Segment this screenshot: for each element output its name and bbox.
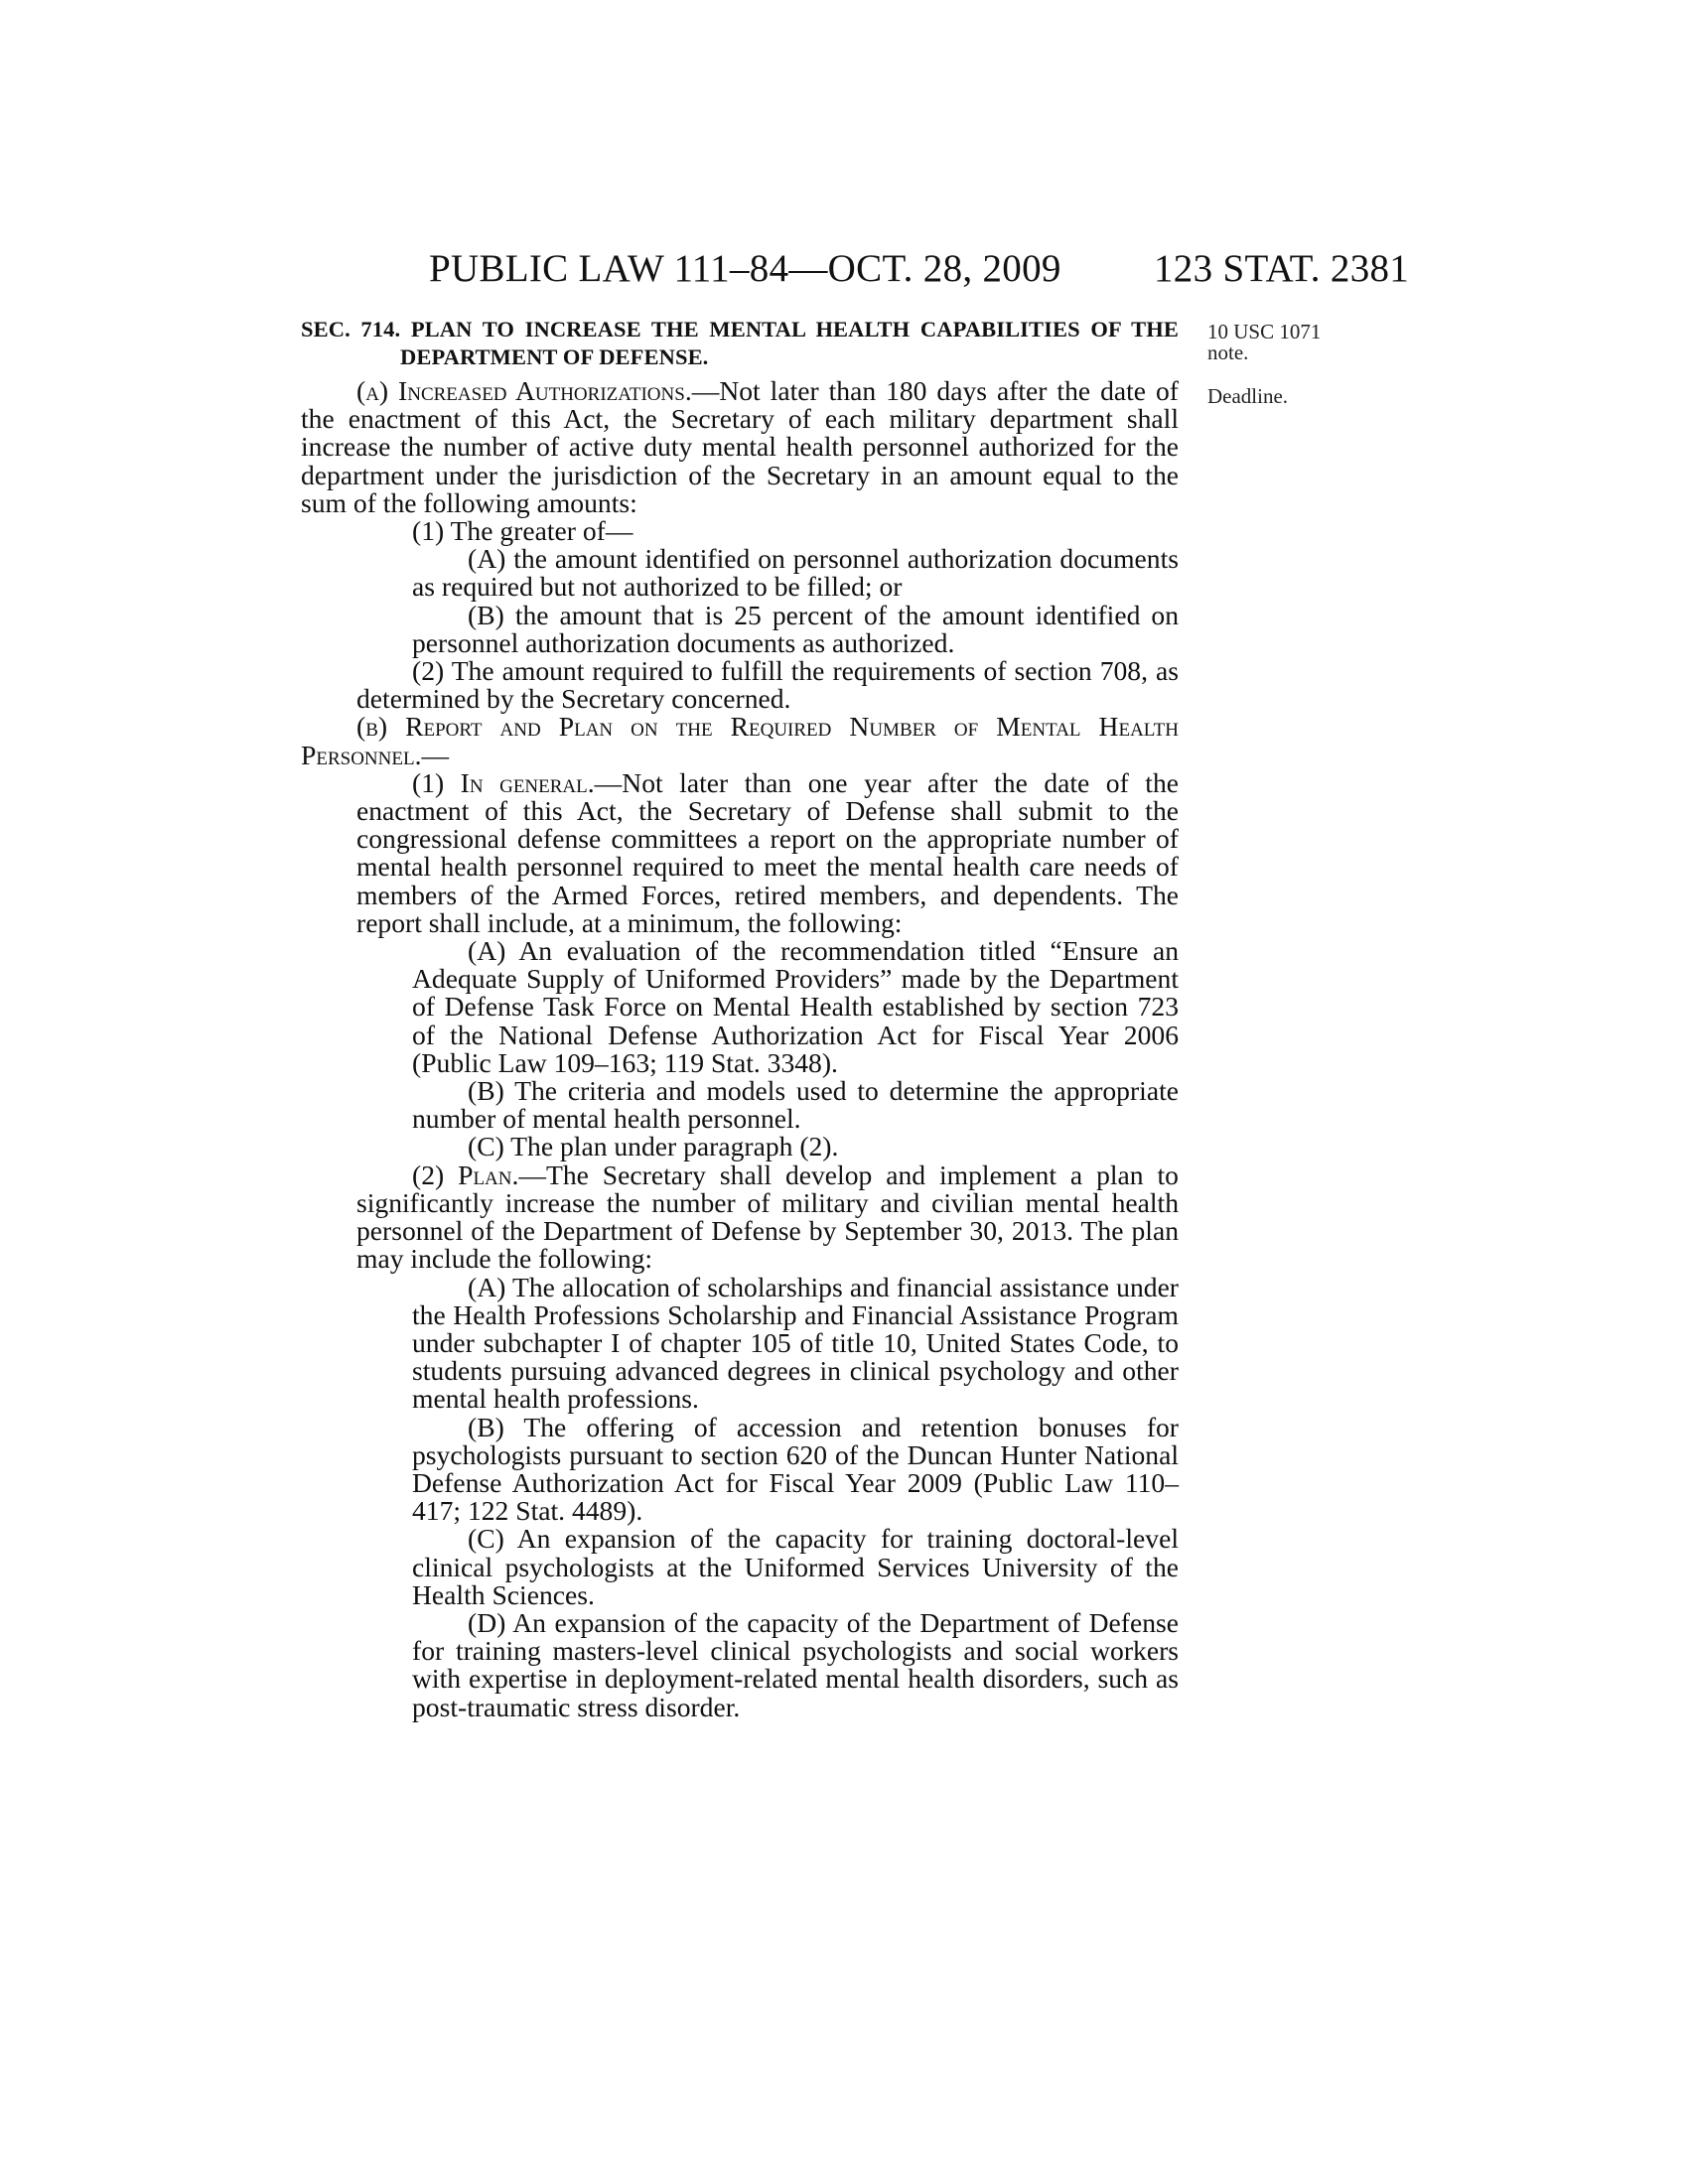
running-header-left: PUBLIC LAW 111–84—OCT. 28, 2009: [429, 247, 1061, 290]
margin-note-usc-line2: note.: [1207, 341, 1249, 364]
subparagraph-b1B: (B) The criteria and models used to determine the appropriate number of mental health personnel.: [412, 1075, 1179, 1135]
paragraph-b1: [301, 766, 1180, 938]
paragraph-b2-text: —The Secretary shall develop and implement a plan to significantly increase the number of military and civilian mental health personnel of the Department of Defense by September 30, 2013. The plan may include the following:: [356, 1159, 1179, 1275]
subsection-b-dash: —: [421, 739, 450, 770]
margin-note-usc: [1207, 322, 1321, 363]
margin-note-deadline: Deadline.: [1207, 384, 1289, 408]
paragraph-b2: [301, 1161, 1179, 1274]
subsection-a: [301, 377, 1179, 517]
subparagraph-a1A: (A) the amount identified on personnel authorization documents as required but not authorized to be filled; or: [412, 543, 1179, 603]
subparagraph-a1B: (B) the amount that is 25 percent of the amount identified on personnel authorization documents as authorized.: [412, 599, 1179, 658]
subparagraph-b2A: (A) The allocation of scholarships and financial assistance under the Health Professions Scholarship and Financial Assistance Program under subchapter I of chapter 105 of title 10, United States Code, to students pursuing advanced degrees in clinical psychology and other mental health professions.: [412, 1271, 1179, 1415]
subparagraph-b1A: (A) An evaluation of the recommendation titled “Ensure an Adequate Supply of Uniformed Providers” made by the Department of Defense Task Force on Mental Health established by section 723 of the National Defense Authorization Act for Fiscal Year 2006 (Public Law 109–163; 119 Stat. 3348).: [412, 935, 1179, 1078]
subsection-b-caption: (b) Report and Plan on the Required Number of Mental Health Personnel.: [301, 711, 1179, 770]
paragraph-b2-caption: (2) Plan.: [412, 1159, 519, 1190]
subsection-b: [301, 713, 1179, 768]
paragraph-a1: (1) The greater of—: [412, 515, 633, 547]
section-body: [301, 316, 1179, 1721]
paragraph-b1-caption: (1) In general.: [412, 766, 595, 798]
subsection-a-text: —Not later than 180 days after the date of the enactment of this Act, the Secretary of each military department shall increase the number of active duty mental health personnel authorized for the department under the jurisdiction of the Secretary in an amount equal to the sum of the following amounts:: [301, 375, 1179, 518]
subparagraph-b2B: (B) The offering of accession and retention bonuses for psychologists pursuant to section 620 of the Duncan Hunter National Defense Authorization Act for Fiscal Year 2009 (Public Law 110–417; 122 Stat. 4489).: [412, 1411, 1179, 1527]
subparagraph-b2C: (C) An expansion of the capacity for training doctoral-level clinical psychologists at the Uniformed Services University of the Health Sciences.: [412, 1523, 1179, 1610]
paragraph-b1-text: —Not later than one year after the date of the enactment of this Act, the Secretary of Defense shall submit to the congressional defense committees a report on the appropriate number of mental health personnel required to meet the mental health care needs of members of the Armed Forces, retired members, and dependents. The report shall include, at a minimum, the following:: [356, 766, 1180, 938]
section-heading: SEC. 714. PLAN TO INCREASE THE MENTAL HEALTH CAPABILITIES OF THE DEPARTMENT OF DEFENSE.: [301, 317, 1179, 369]
running-header-right: 123 STAT. 2381: [1154, 247, 1410, 290]
subsection-a-caption: (a) Increased Authorizations.: [356, 375, 692, 406]
margin-note-usc-line1: 10 USC 1071: [1207, 320, 1322, 343]
subparagraph-b1C: (C) The plan under paragraph (2).: [468, 1131, 839, 1162]
subparagraph-b2D: (D) An expansion of the capacity of the Department of Defense for training masters-level clinical psychologists and social workers with expertise in deployment-related mental health disorders, such as post-traumatic stress disorder.: [412, 1606, 1179, 1722]
paragraph-a2: (2) The amount required to fulfill the requirements of section 708, as determined by the Secretary concerned.: [356, 655, 1179, 715]
